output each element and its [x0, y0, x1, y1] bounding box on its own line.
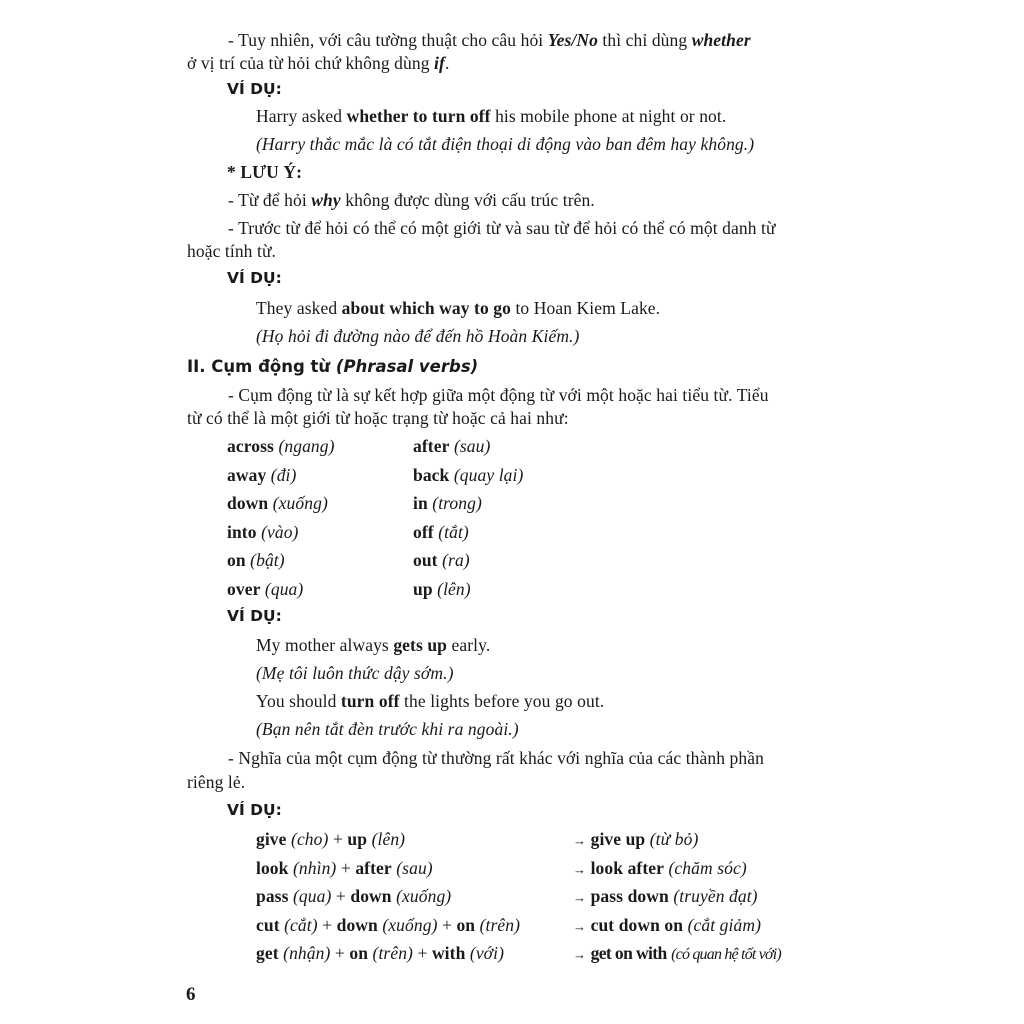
combo-result: [573, 915, 761, 937]
component-word: give: [256, 829, 287, 849]
emphasis: turn off: [340, 691, 400, 711]
arrow-right-icon: →: [573, 861, 587, 877]
arrow-right-icon: →: [573, 947, 587, 962]
combo-components: [256, 829, 405, 849]
component-meaning: (cho): [291, 829, 329, 849]
phrasal-verb-meaning: (chăm sóc): [668, 857, 747, 878]
particle-word: over: [227, 578, 261, 599]
particle-word: in: [413, 493, 428, 513]
particle-word: up: [413, 578, 433, 599]
combo-components: [256, 915, 520, 935]
phrasal-verb: give up: [590, 829, 646, 849]
emphasis-yes-no: Yes/No: [547, 30, 598, 50]
component-meaning: (lên): [371, 829, 406, 849]
text: the lights before you go out.: [399, 691, 605, 711]
emphasis: whether to turn off: [346, 106, 491, 126]
arrow-right-icon: →: [573, 890, 587, 905]
text: You should: [256, 691, 341, 711]
component-meaning: (qua): [293, 886, 332, 906]
text: Harry asked: [256, 106, 347, 126]
component-word: on: [456, 914, 476, 935]
phrasal-verb: cut down on: [590, 914, 684, 935]
text: - Tuy nhiên, với câu tường thuật cho câu hỏi: [228, 30, 548, 50]
emphasis-if: if: [434, 53, 445, 73]
example1-english: [256, 106, 726, 126]
emphasis: about which way to go: [341, 298, 511, 318]
combo-result: [573, 943, 781, 965]
particle-meaning: (qua): [264, 578, 304, 599]
arrow-right-icon: →: [573, 918, 587, 934]
text: không được dùng với cấu trúc trên.: [340, 190, 595, 210]
page-number: 6: [186, 984, 196, 1005]
particle-word: back: [413, 464, 450, 485]
particle-item: [413, 465, 523, 485]
combo-components: [256, 858, 433, 878]
component-meaning: (trên): [372, 943, 413, 963]
text: ở vị trí của từ hỏi chứ không dùng: [187, 53, 435, 73]
heading-text: II. Cụm động từ: [187, 357, 336, 376]
component-word: look: [256, 857, 289, 878]
plus-sign: +: [332, 829, 343, 849]
component-word: pass: [256, 886, 289, 906]
particle-item: [413, 436, 490, 456]
meaning-line-1: - Nghĩa của một cụm động từ thường rất khác với nghĩa của các thành phần: [228, 748, 764, 768]
particle-word: on: [227, 550, 246, 570]
combo-result: [573, 858, 747, 880]
emphasis-whether: whether: [691, 30, 751, 50]
plus-sign: +: [441, 914, 452, 935]
particle-word: down: [227, 493, 269, 513]
text: - Từ để hỏi: [228, 190, 312, 210]
particle-item: [227, 493, 328, 513]
particle-item: [413, 550, 470, 570]
text: thì chỉ dùng: [597, 30, 692, 50]
particle-meaning: (ngang): [278, 436, 335, 456]
text: They asked: [256, 298, 342, 318]
intro-line-2: [187, 53, 449, 73]
particle-word: into: [227, 521, 257, 542]
combo-components: [256, 886, 451, 906]
arrow-right-icon: →: [573, 833, 587, 848]
emphasis-why: why: [311, 190, 341, 210]
text: .: [444, 53, 450, 73]
particle-item: [413, 522, 469, 542]
particle-meaning: (vào): [261, 521, 299, 542]
component-word: on: [349, 943, 369, 963]
particle-meaning: (quay lại): [453, 464, 524, 485]
plus-sign: +: [417, 943, 428, 963]
plus-sign: +: [340, 857, 351, 878]
combo-result: [573, 829, 698, 851]
example1-vietnamese: (Harry thắc mắc là có tắt điện thoại di động vào ban đêm hay không.): [256, 134, 755, 154]
phrasal-verb-meaning: (có quan hệ tốt với): [671, 946, 781, 963]
text: early.: [447, 635, 491, 655]
particle-word: off: [413, 521, 434, 542]
component-meaning: (cắt): [284, 914, 318, 935]
phrasal-verb: get on with: [590, 943, 667, 963]
example-label: VÍ DỤ:: [227, 80, 282, 98]
component-meaning: (trên): [479, 914, 521, 935]
particle-item: [227, 550, 285, 570]
particle-item: [227, 436, 335, 456]
plus-sign: +: [334, 943, 345, 963]
plus-sign: +: [322, 914, 333, 935]
particle-meaning: (xuống): [272, 493, 328, 513]
intro-line-1: [228, 30, 751, 50]
phrasal-verb-meaning: (cắt giảm): [687, 914, 762, 935]
example3-english-2: [256, 691, 604, 711]
particle-word: away: [227, 464, 267, 485]
particle-item: [227, 522, 299, 542]
component-word: down: [336, 914, 378, 935]
example2-vietnamese: (Họ hỏi đi đường nào để đến hồ Hoàn Kiếm.): [256, 326, 580, 346]
component-meaning: (xuống): [382, 914, 438, 935]
section-heading: [187, 357, 478, 377]
text: to Hoan Kiem Lake.: [511, 298, 661, 318]
component-word: with: [431, 943, 466, 963]
example2-english: [256, 298, 660, 318]
phrasal-verb-meaning: (từ bỏ): [649, 829, 699, 849]
note-line-1: [228, 190, 595, 210]
text: his mobile phone at night or not.: [490, 106, 727, 126]
section-para-line-2: từ có thể là một giới từ hoặc trạng từ hoặc cả hai như:: [187, 408, 569, 428]
component-word: get: [256, 943, 279, 963]
particle-word: out: [413, 550, 438, 570]
component-meaning: (nhìn): [292, 857, 337, 878]
phrasal-verb: look after: [590, 857, 665, 878]
combo-components: [256, 943, 504, 963]
phrasal-verb: pass down: [590, 886, 669, 906]
particle-meaning: (bật): [250, 550, 285, 570]
note-line-2: - Trước từ để hỏi có thể có một giới từ và sau từ để hỏi có thể có một danh từ: [228, 218, 776, 238]
particle-meaning: (đi): [270, 464, 297, 485]
text: My mother always: [256, 635, 394, 655]
particle-word: after: [413, 436, 450, 456]
particle-meaning: (lên): [437, 578, 471, 599]
component-word: cut: [256, 914, 280, 935]
component-meaning: (với): [469, 943, 505, 963]
particle-meaning: (trong): [432, 493, 482, 513]
example3-vietnamese-2: (Bạn nên tắt đèn trước khi ra ngoài.): [256, 719, 519, 739]
note-line-3: hoặc tính từ.: [187, 241, 277, 261]
meaning-line-2: riêng lẻ.: [187, 772, 246, 792]
particle-meaning: (sau): [453, 436, 491, 456]
particle-item: [413, 579, 471, 599]
example-label: VÍ DỤ:: [227, 801, 282, 819]
emphasis: gets up: [393, 635, 448, 655]
particle-meaning: (tắt): [438, 521, 469, 542]
particle-meaning: (ra): [442, 550, 470, 570]
example3-english-1: [256, 635, 490, 655]
plus-sign: +: [335, 886, 346, 906]
particle-item: [227, 579, 303, 599]
component-meaning: (xuống): [396, 886, 452, 906]
combo-result: [573, 886, 758, 908]
example-label: VÍ DỤ:: [227, 607, 282, 625]
phrasal-verb-meaning: (truyền đạt): [673, 886, 758, 906]
component-word: after: [355, 857, 392, 878]
section-para-line-1: - Cụm động từ là sự kết hợp giữa một động từ với một hoặc hai tiểu từ. Tiểu: [228, 385, 769, 405]
example3-vietnamese-1: (Mẹ tôi luôn thức dậy sớm.): [256, 663, 454, 683]
particle-item: [413, 493, 482, 513]
component-meaning: (nhận): [283, 943, 331, 963]
note-label: * LƯU Ý:: [227, 162, 303, 182]
component-word: down: [350, 886, 392, 906]
particle-item: [227, 465, 296, 485]
example-label: VÍ DỤ:: [227, 269, 282, 287]
heading-subtitle: (Phrasal verbs): [335, 357, 479, 376]
component-word: up: [347, 829, 368, 849]
particle-word: across: [227, 436, 274, 456]
component-meaning: (sau): [396, 857, 433, 878]
